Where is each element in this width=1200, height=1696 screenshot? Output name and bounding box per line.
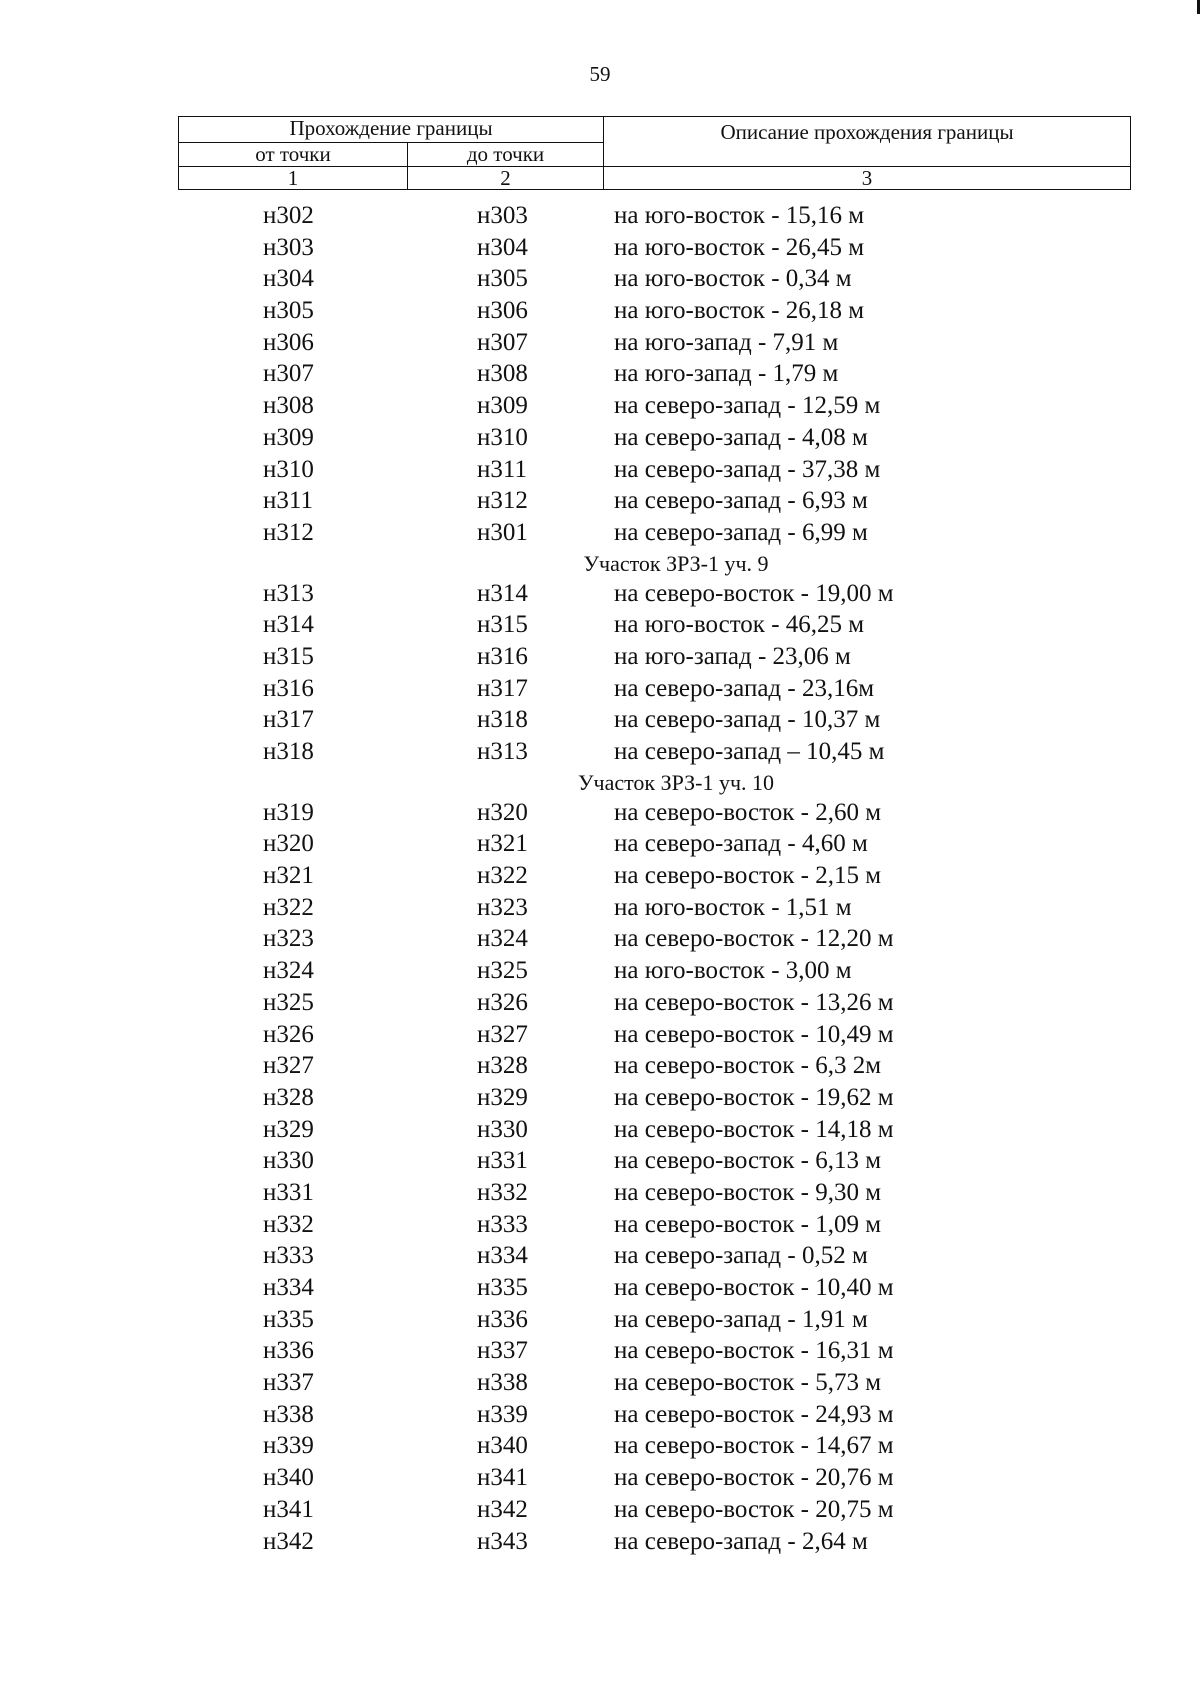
from-point-cell: н314 [263,611,314,639]
section-title [0,768,1200,797]
to-point-cell: н301 [477,518,528,546]
from-point-cell: н334 [263,1274,314,1301]
description-cell: на северо-запад - 4,60 м [614,830,868,858]
to-point-cell: н321 [477,830,528,858]
description-cell: на юго-запад - 7,91 м [614,328,839,356]
description-cell: на северо-запад - 10,37 м [614,706,881,734]
description-cell: на северо-запад - 23,16м [614,674,875,702]
table-row [0,1272,1200,1304]
from-point-cell: н332 [263,1210,314,1238]
from-point-cell: н303 [263,233,314,261]
description-cell: на северо-восток - 10,40 м [614,1274,894,1301]
table-row [0,1462,1200,1494]
description-cell: на юго-запад - 1,79 м [614,360,839,388]
to-point-cell: н331 [477,1147,528,1175]
from-point-cell: н315 [263,642,314,670]
to-point-cell: н303 [477,202,528,229]
table-row [0,1367,1200,1399]
description-cell: на северо-восток - 19,00 м [614,579,894,607]
from-point-cell: н310 [263,455,314,483]
table-row [0,1082,1200,1114]
to-point-cell: н332 [477,1178,528,1206]
description-cell: на северо-восток - 16,31 м [614,1337,894,1365]
table-row [0,1114,1200,1146]
to-point-cell: н342 [477,1495,528,1523]
from-point-cell: н313 [263,579,314,607]
description-cell: на северо-восток - 6,13 м [614,1147,882,1175]
from-point-cell: н333 [263,1242,314,1270]
description-cell: на северо-восток - 9,30 м [614,1178,882,1206]
to-point-cell: н311 [477,455,527,483]
table-row [0,422,1200,454]
from-point-cell: н325 [263,988,314,1016]
from-point-cell: н309 [263,423,314,451]
description-cell: на юго-восток - 26,45 м [614,233,865,261]
table-row [0,1240,1200,1272]
table-row [0,1209,1200,1241]
boundary-table-header [178,116,1131,190]
description-cell: на северо-восток - 6,3 2м [614,1052,882,1080]
description-cell: на северо-восток - 2,60 м [614,798,882,826]
from-point-cell: н306 [263,328,314,356]
table-row [0,736,1200,768]
from-point-cell: н329 [263,1115,314,1143]
to-point-cell: н336 [477,1305,528,1333]
to-point-cell: н335 [477,1274,528,1301]
table-row [0,327,1200,359]
column-number-3: 3 [604,167,1131,190]
from-point-cell: н342 [263,1527,314,1555]
from-point-cell: н304 [263,265,314,293]
description-cell: на северо-восток - 19,62 м [614,1083,894,1111]
description-cell: на юго-восток - 3,00 м [614,957,852,985]
table-row [0,987,1200,1019]
to-point-cell: н306 [477,297,528,325]
from-point-cell: н316 [263,674,314,702]
table-row [0,295,1200,327]
to-point-header: до точки [408,143,604,167]
description-cell: на северо-восток - 12,20 м [614,925,894,953]
description-cell: на северо-запад - 2,64 м [614,1527,868,1555]
from-point-header: от точки [179,143,408,167]
from-point-cell: н341 [263,1495,314,1523]
section-title-text: Участок ЗРЗ-1 уч. 9 [583,550,769,576]
boundary-passage-header: Прохождение границы [179,117,604,143]
description-cell: на юго-восток - 26,18 м [614,297,865,325]
description-cell: на юго-восток - 1,51 м [614,893,852,921]
to-point-cell: н307 [477,328,528,356]
description-cell: на северо-восток - 2,15 м [614,862,882,890]
table-row [0,1145,1200,1177]
description-cell: на северо-восток - 20,76 м [614,1464,894,1492]
to-point-cell: н326 [477,988,528,1016]
to-point-cell: н337 [477,1337,528,1365]
to-point-cell: н323 [477,893,528,921]
table-row [0,923,1200,955]
to-point-cell: н309 [477,392,528,420]
description-cell: на северо-запад - 0,52 м [614,1242,868,1270]
table-row [0,892,1200,924]
table-row [0,1335,1200,1367]
table-row [0,1177,1200,1209]
table-row [0,232,1200,264]
from-point-cell: н319 [263,798,314,826]
table-row [0,578,1200,610]
from-point-cell: н328 [263,1083,314,1111]
to-point-cell: н305 [477,265,528,293]
section-title-text: Участок ЗРЗ-1 уч. 10 [577,769,775,795]
to-point-cell: н330 [477,1115,528,1143]
from-point-cell: н338 [263,1400,314,1428]
table-row [0,1304,1200,1336]
table-row [0,1526,1200,1558]
table-row [0,609,1200,641]
description-cell: на северо-восток - 14,67 м [614,1432,894,1460]
from-point-cell: н340 [263,1464,314,1492]
to-point-cell: н310 [477,423,528,451]
to-point-cell: н329 [477,1083,528,1111]
to-point-cell: н316 [477,642,528,670]
from-point-cell: н322 [263,893,314,921]
to-point-cell: н312 [477,487,528,515]
from-point-cell: н302 [263,202,314,229]
to-point-cell: н340 [477,1432,528,1460]
to-point-cell: н334 [477,1242,528,1270]
to-point-cell: н327 [477,1020,528,1048]
description-cell: на юго-восток - 46,25 м [614,611,865,639]
description-cell: на северо-запад - 6,93 м [614,487,868,515]
from-point-cell: н308 [263,392,314,420]
to-point-cell: н313 [477,738,528,765]
from-point-cell: н324 [263,957,314,985]
column-number-1: 1 [179,167,408,190]
description-cell: на северо-восток - 1,09 м [614,1210,882,1238]
table-row [0,200,1200,232]
description-cell: на северо-восток - 5,73 м [614,1369,882,1397]
description-cell: на северо-восток - 24,93 м [614,1400,894,1428]
from-point-cell: н326 [263,1020,314,1048]
table-row [0,955,1200,987]
from-point-cell: н336 [263,1337,314,1365]
to-point-cell: н322 [477,862,528,890]
to-point-cell: н308 [477,360,528,388]
to-point-cell: н328 [477,1052,528,1080]
description-cell: на северо-восток - 14,18 м [614,1115,894,1143]
from-point-cell: н330 [263,1147,314,1175]
table-row [0,485,1200,517]
from-point-cell: н339 [263,1432,314,1460]
from-point-cell: н312 [263,518,314,546]
to-point-cell: н320 [477,798,528,826]
table-row [0,860,1200,892]
from-point-cell: н331 [263,1178,314,1206]
table-row [0,1494,1200,1526]
table-row [0,828,1200,860]
to-point-cell: н314 [477,579,528,607]
from-point-cell: н317 [263,706,314,734]
table-row [0,517,1200,549]
from-point-cell: н305 [263,297,314,325]
from-point-cell: н321 [263,862,314,890]
boundary-rows [0,200,1200,1557]
from-point-cell: н337 [263,1369,314,1397]
table-row [0,641,1200,673]
from-point-cell: н307 [263,360,314,388]
description-cell: на северо-запад - 37,38 м [614,455,881,483]
to-point-cell: н324 [477,925,528,953]
boundary-description-header: Описание прохождения границы [604,117,1131,167]
to-point-cell: н304 [477,233,528,261]
to-point-cell: н338 [477,1369,528,1397]
table-row [0,704,1200,736]
column-number-2: 2 [408,167,604,190]
table-row [0,263,1200,295]
table-row [0,797,1200,829]
table-row [0,390,1200,422]
table-row [0,1399,1200,1431]
to-point-cell: н325 [477,957,528,985]
to-point-cell: н339 [477,1400,528,1428]
page-number: 59 [589,62,611,86]
table-row [0,1019,1200,1051]
description-cell: на северо-запад - 4,08 м [614,423,868,451]
description-cell: на северо-запад - 1,91 м [614,1305,868,1333]
description-cell: на северо-запад - 12,59 м [614,392,881,420]
to-point-cell: н343 [477,1527,528,1555]
to-point-cell: н317 [477,674,528,702]
description-cell: на северо-восток - 20,75 м [614,1495,894,1523]
from-point-cell: н318 [263,738,314,765]
to-point-cell: н318 [477,706,528,734]
from-point-cell: н320 [263,830,314,858]
description-cell: на северо-восток - 13,26 м [614,988,894,1016]
description-cell: на северо-восток - 10,49 м [614,1020,894,1048]
section-title [0,549,1200,578]
from-point-cell: н311 [263,487,313,515]
to-point-cell: н341 [477,1464,528,1492]
from-point-cell: н327 [263,1052,314,1080]
table-row [0,673,1200,705]
from-point-cell: н335 [263,1305,314,1333]
description-cell: на юго-восток - 0,34 м [614,265,852,293]
table-row [0,1050,1200,1082]
description-cell: на северо-запад - 6,99 м [614,518,868,546]
table-row [0,358,1200,390]
description-cell: на юго-восток - 15,16 м [614,202,865,229]
to-point-cell: н315 [477,611,528,639]
description-cell: на юго-запад - 23,06 м [614,642,851,670]
to-point-cell: н333 [477,1210,528,1238]
from-point-cell: н323 [263,925,314,953]
table-row [0,1430,1200,1462]
description-cell: на северо-запад – 10,45 м [614,738,885,765]
table-row [0,454,1200,486]
